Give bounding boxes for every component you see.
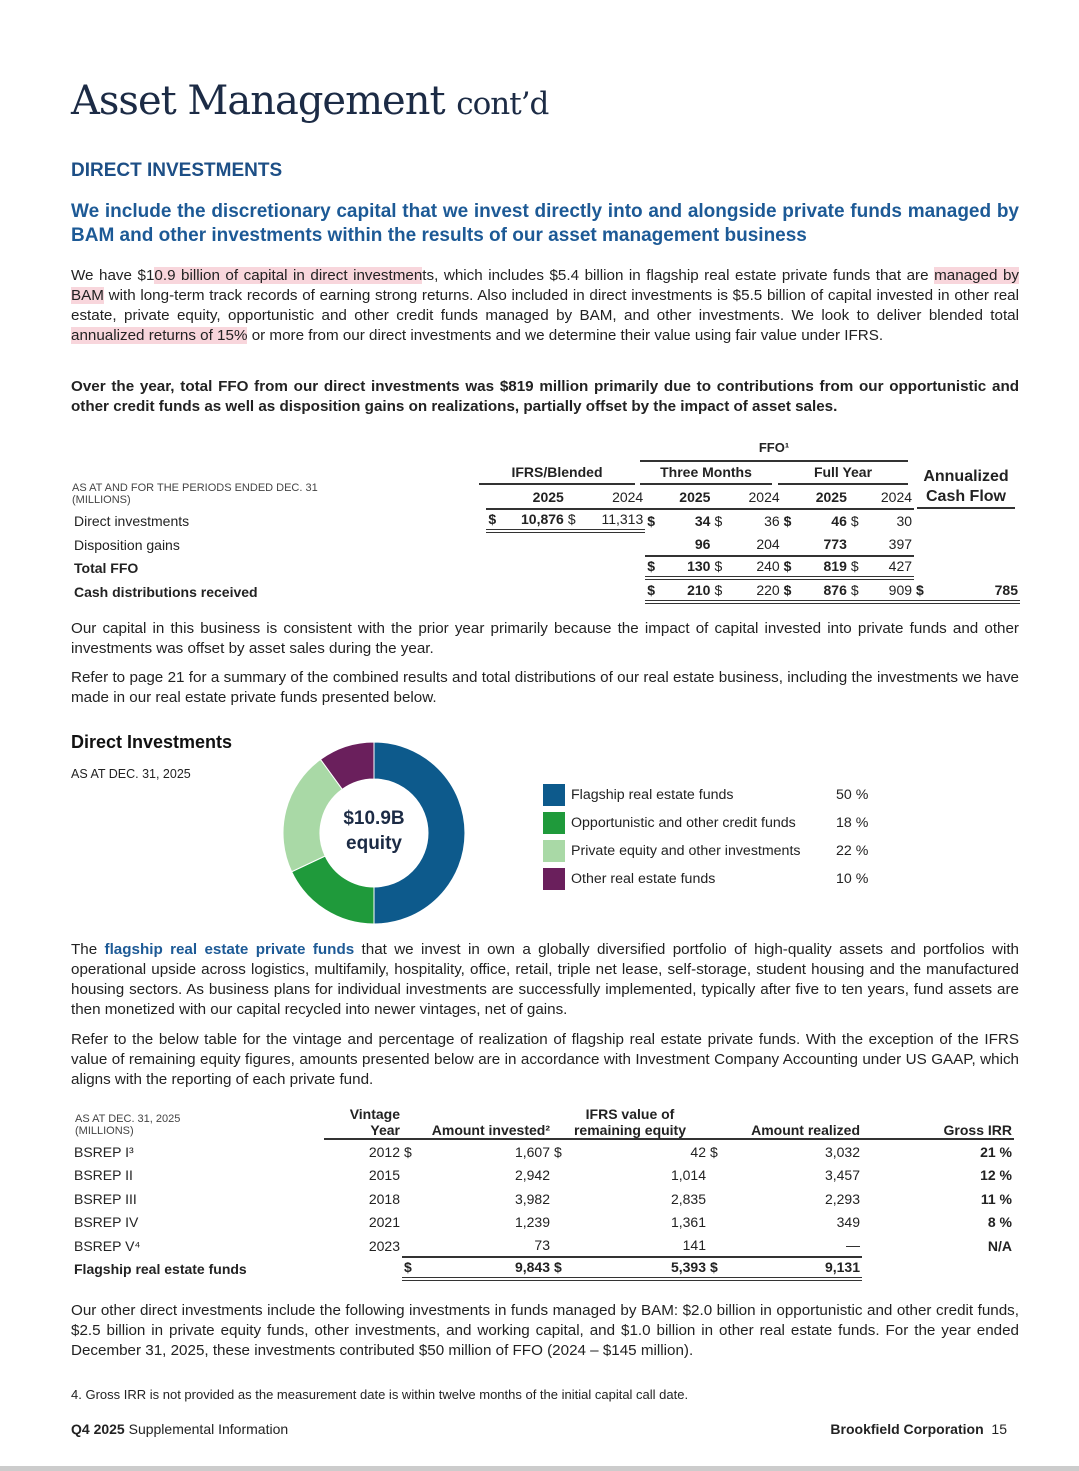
cell-inv: 1,607 (514, 1143, 550, 1160)
cell: 30 (896, 513, 913, 530)
chart-title: Direct Investments (71, 732, 233, 752)
legend-item (543, 781, 883, 809)
year: 2025 (782, 486, 849, 510)
legend-swatch (543, 812, 565, 834)
text: The (71, 941, 105, 958)
cell-label: BSREP V⁴ (74, 1237, 141, 1254)
three-months-header: Three Months (640, 464, 772, 485)
row-label: Disposition gains (74, 536, 180, 553)
cell: 819 (800, 557, 849, 581)
cell-ifrs: 1,014 (670, 1167, 706, 1184)
cell-real: 3,457 (824, 1167, 860, 1184)
cell: $ (708, 1258, 726, 1282)
legend-label: Opportunistic and other credit funds (571, 815, 796, 831)
legend-swatch (543, 840, 565, 862)
footer-company: Brookfield Corporation (830, 1421, 984, 1437)
text: ts, which includes $5.4 billion in flagship real estate private funds that are (422, 267, 935, 284)
table-row (72, 1211, 1014, 1235)
cell: 5,393 (570, 1258, 708, 1282)
cell-d3 (708, 1164, 726, 1188)
h: remaining equity (573, 1122, 687, 1138)
cell-year: 2021 (368, 1214, 400, 1231)
paragraph-capital-consistent: Our capital in this business is consistent with the prior year primarily because the impact of capital invested into private funds and other investments was offset by asset sales during the year. (71, 620, 1019, 657)
paragraph-flagship (71, 940, 1019, 1020)
cell: 96 (664, 533, 713, 557)
cell: 130 (664, 557, 713, 581)
caption: AS AT AND FOR THE PERIODS ENDED DEC. 31 (72, 482, 318, 494)
footnote: 4. Gross IRR is not provided as the measurement date is within twelve months of the initial capital call date. (71, 1387, 689, 1402)
year: 2025 (486, 486, 565, 510)
cell-d1 (402, 1211, 420, 1235)
legend-value: 22 % (836, 843, 869, 859)
cell: $ (402, 1258, 420, 1282)
h-invested: Amount invested² (402, 1106, 552, 1140)
row-label: Flagship real estate funds (74, 1261, 247, 1278)
h: Vintage (349, 1106, 400, 1122)
paragraph-other-investments: Our other direct investments include the following investments in funds managed by BAM: $2.0 billion in opportunistic and other credit funds, $2.5 billion in private equity funds, other investments, and working capital, and $1.0 billion in other real estate funds. For the year ended December 31, 2025, these investments contributed $50 million of FFO (2024 – $145 million). (71, 1302, 1019, 1359)
h-irr: Gross IRR (862, 1106, 1014, 1140)
cell: 204 (731, 533, 782, 557)
cell-label: BSREP II (74, 1167, 133, 1184)
footer-left (71, 1421, 288, 1437)
cell-d3 (708, 1187, 726, 1211)
text: We have $1 (71, 267, 155, 284)
cell-d1 (402, 1164, 420, 1188)
legend-label: Flagship real estate funds (571, 787, 734, 803)
row-label: Direct investments (74, 513, 190, 530)
cell: 909 (867, 580, 914, 604)
cell-d3: $ (710, 1143, 718, 1160)
legend-label: Other real estate funds (571, 871, 716, 887)
cell-real: 3,032 (824, 1143, 860, 1160)
cell-inv: 73 (420, 1234, 552, 1258)
header-row (72, 1106, 1014, 1140)
h: Year (370, 1122, 400, 1138)
cell-label: BSREP I³ (74, 1143, 134, 1160)
year: 2025 (645, 486, 712, 510)
cell: $ (849, 557, 867, 581)
cell-real: 349 (836, 1214, 860, 1231)
table-row (72, 533, 1020, 557)
table-row (72, 1140, 1014, 1164)
paragraph-ffo-summary: Over the year, total FFO from our direct investments was $819 million primarily due to contributions from our opportunistic and other credit funds as well as disposition gains on realizations, partially offset by the impact of asset sales. (71, 378, 1019, 415)
cell-year: 2023 (368, 1237, 400, 1254)
cell-real: 2,293 (824, 1190, 860, 1207)
cell-inv: 3,982 (514, 1190, 550, 1207)
cell-irr: 8 % (987, 1214, 1012, 1231)
table-row (72, 580, 1020, 604)
year: 2024 (712, 486, 781, 510)
title-suffix: cont’d (456, 86, 549, 122)
section-heading: DIRECT INVESTMENTS (71, 160, 283, 181)
cell-label: BSREP IV (74, 1214, 139, 1231)
year: 2024 (849, 486, 914, 510)
cell-d3 (708, 1211, 726, 1235)
h2: Cash Flow (917, 487, 1015, 509)
table-row (72, 510, 1020, 534)
h: IFRS value of (585, 1106, 675, 1122)
cell: 240 (731, 557, 782, 581)
row-label: Total FFO (74, 560, 139, 577)
ffo-header: FFO¹ (640, 440, 908, 462)
table-row (72, 1187, 1014, 1211)
highlight: 0.9 billion of capital in direct investmen (154, 267, 423, 284)
cell: $ (850, 513, 859, 530)
footer-doc: Supplemental Information (128, 1421, 289, 1437)
legend-value: 10 % (836, 871, 869, 887)
cell: $ (849, 580, 867, 604)
cell: 9,131 (726, 1258, 862, 1282)
row-label: Cash distributions received (74, 583, 258, 600)
cell: 34 (694, 513, 711, 530)
year: 2024 (566, 486, 645, 510)
cell: 46 (831, 513, 847, 530)
legend-value: 50 % (836, 787, 869, 803)
cell: $ (647, 513, 656, 530)
cell-d2 (552, 1211, 570, 1235)
cell: $ (645, 557, 663, 581)
cell: 36 (764, 513, 780, 530)
cell: 785 (934, 580, 1020, 604)
cell: $ (712, 557, 730, 581)
cell-irr: 12 % (980, 1167, 1012, 1184)
cell: $ (486, 510, 500, 534)
title-main: Asset Management (71, 78, 445, 124)
cell: 10,876 (501, 510, 566, 534)
cell-label: BSREP III (74, 1190, 137, 1207)
full-year-header: Full Year (778, 464, 908, 485)
cell: 210 (664, 580, 713, 604)
cell-d1 (402, 1187, 420, 1211)
center-sub: equity (346, 833, 402, 854)
ifrs-header: IFRS/Blended (479, 464, 635, 485)
center-value: $10.9B (343, 808, 405, 829)
bottom-edge (0, 1466, 1079, 1471)
cell: 9,843 (420, 1258, 552, 1282)
text: with long-term track records of earning strong returns. Also included in direct investments is $5.5 billion of capital invested in other real estate, private equity, opportunistic and other credit funds managed by BAM, and other investments. We look to deliver blended total (71, 287, 1019, 324)
cell: $ (714, 513, 723, 530)
legend-swatch (543, 784, 565, 806)
cell-d1 (402, 1234, 420, 1258)
text: or more from our direct investments and we determine their value using fair value under IFRS. (247, 327, 884, 344)
legend-label: Private equity and other investments (571, 843, 801, 859)
ffo-data (72, 486, 1020, 604)
legend-item (543, 809, 883, 837)
fund-data (72, 1106, 1014, 1281)
page-number: 15 (991, 1421, 1007, 1437)
footer-quarter: Q4 2025 (71, 1421, 125, 1437)
cell-irr: 11 % (980, 1190, 1012, 1207)
cell-irr: 21 % (980, 1143, 1012, 1160)
caption: AS AT DEC. 31, 2025 (75, 1113, 181, 1125)
units: (MILLIONS) (72, 494, 131, 506)
table-row (72, 557, 1020, 581)
cell: $ (783, 513, 792, 530)
cell-d2: $ (554, 1143, 562, 1160)
cell: 773 (800, 533, 849, 557)
cell: 220 (731, 580, 782, 604)
cell-d2 (552, 1234, 570, 1258)
cell: $ (712, 580, 730, 604)
cell-year: 2015 (368, 1167, 400, 1184)
h1: Annualized (923, 468, 1009, 485)
text: that we invest in own a globally diversified portfolio of high-quality assets and portfolios with operational upside across logistics, multifamily, hospitality, office, retail, triple net lease, self-storage, student housing and the manufactured housing sectors. As business plans for individual investments are successfully implemented, typically after five to ten years, fund assets are then monetized with our capital recycled into newer vintages, net of gains. (71, 941, 1019, 1018)
chart-legend (543, 781, 883, 893)
h-realized: Amount realized (708, 1106, 862, 1140)
year-row (72, 486, 1020, 510)
paragraph-refer-page: Refer to page 21 for a summary of the combined results and total distributions of our real estate business, including the investments we have made in our real estate private funds presented below. (71, 669, 1019, 706)
cell: $ (645, 580, 663, 604)
chart-asat: AS AT DEC. 31, 2025 (71, 767, 191, 781)
table-row (72, 1164, 1014, 1188)
cell: $ (566, 510, 580, 534)
cell: $ (782, 580, 800, 604)
cell-year: 2012 (368, 1143, 400, 1160)
cell-inv: 1,239 (514, 1214, 550, 1231)
cell-d1: $ (404, 1143, 412, 1160)
cell: 876 (800, 580, 849, 604)
legend-item (543, 837, 883, 865)
cell: 11,313 (580, 510, 645, 534)
lead-statement: We include the discretionary capital that we invest directly into and alongside private funds managed by BAM and other investments within the results of our asset management business (71, 201, 1019, 246)
legend-swatch (543, 868, 565, 890)
paragraph-capital (71, 266, 1019, 346)
table-row (72, 1234, 1014, 1258)
donut-center-label (332, 806, 416, 856)
cell-ifrs: 2,835 (670, 1190, 706, 1207)
highlight: annualized returns of 15% (71, 327, 248, 344)
cell: $ (914, 580, 934, 604)
cell-d2 (552, 1164, 570, 1188)
cell: $ (782, 557, 800, 581)
cell-d2 (552, 1187, 570, 1211)
paragraph-vintage: Refer to the below table for the vintage and percentage of realization of flagship real estate private funds. With the exception of the IFRS value of remaining equity figures, amounts presented below are in accordance with Investment Company Accounting under US GAAP, which aligns with the reporting of each private fund. (71, 1031, 1019, 1088)
cell-ifrs: 42 (690, 1143, 706, 1160)
total-row (72, 1258, 1014, 1282)
cell: $ (552, 1258, 570, 1282)
h-ifrs (552, 1106, 708, 1140)
units: (MILLIONS) (75, 1125, 134, 1137)
cell-irr: N/A (987, 1237, 1012, 1254)
cell-inv: 2,942 (514, 1167, 550, 1184)
cell: 397 (867, 533, 914, 557)
cell-d3 (708, 1234, 726, 1258)
flagship-term: flagship real estate private funds (104, 941, 355, 958)
h-vintage (324, 1106, 402, 1140)
cell-ifrs: 1,361 (670, 1214, 706, 1231)
footer-right (830, 1421, 1007, 1437)
cell: 427 (867, 557, 914, 581)
cell-real: — (726, 1234, 862, 1258)
cell-year: 2018 (368, 1190, 400, 1207)
legend-item (543, 865, 883, 893)
page-title (71, 78, 548, 124)
legend-value: 18 % (836, 815, 869, 831)
highlight: managed by BAM (71, 267, 1019, 304)
cell-ifrs: 141 (570, 1234, 708, 1258)
